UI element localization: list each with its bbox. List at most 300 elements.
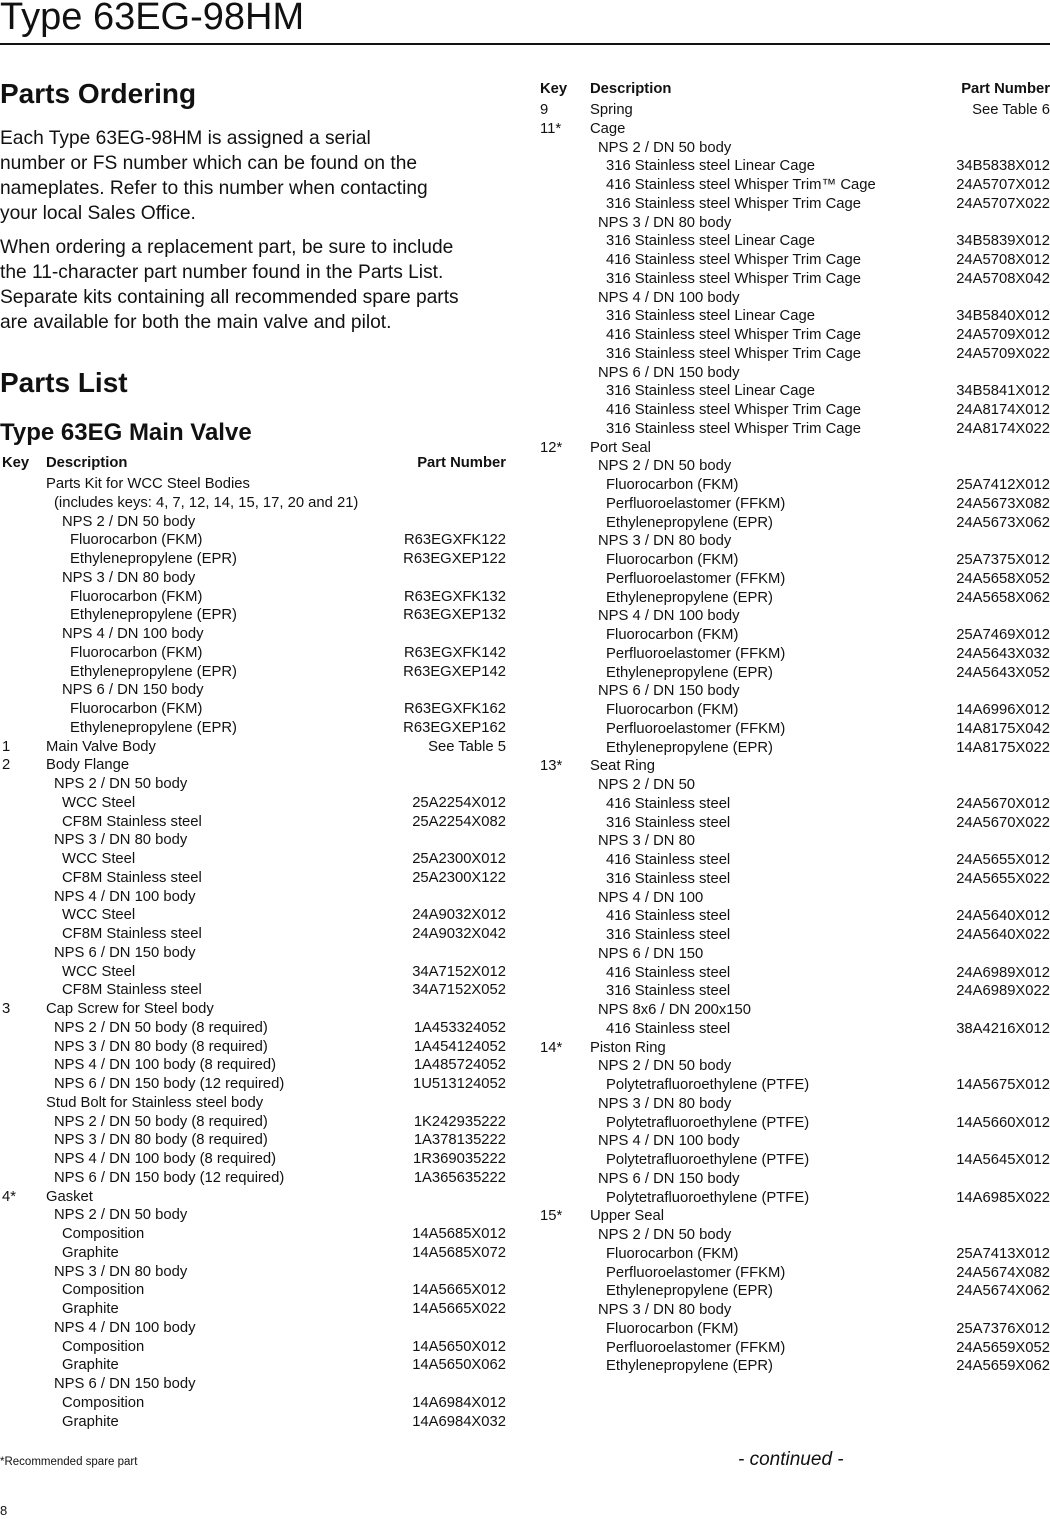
row-description: 416 Stainless steel Whisper Trim Cage (606, 252, 861, 268)
table-row (0, 550, 506, 569)
table-row (534, 476, 1050, 495)
table-row (534, 157, 1050, 176)
row-part-number: 24A5640X012 (956, 908, 1050, 925)
row-description: Port Seal (590, 439, 651, 456)
table-row (0, 869, 506, 888)
table-row (534, 645, 1050, 664)
row-description: WCC Steel (62, 794, 136, 811)
parts-list-heading: Parts List (0, 367, 128, 398)
row-part-number: 24A5707X012 (956, 177, 1050, 193)
table-row (534, 420, 1050, 439)
row-part-number: 24A6989X012 (956, 964, 1050, 981)
table-row (534, 307, 1050, 326)
part-number-column-header: Part Number (961, 81, 1050, 97)
table-row (0, 1244, 506, 1263)
table-row (534, 345, 1050, 364)
table-row (0, 906, 506, 925)
footnote: *Recommended spare part (0, 1456, 138, 1468)
row-description: NPS 6 / DN 150 body (12 required) (54, 1076, 285, 1092)
row-part-number: 1A485724052 (413, 1057, 506, 1074)
row-description: Perfluoroelastomer (FFKM) (606, 570, 786, 587)
table-row (534, 757, 1050, 776)
table-row (0, 1038, 506, 1057)
row-description: 316 Stainless steel Linear Cage (606, 308, 815, 325)
row-key: 9 (540, 102, 549, 118)
table-row (534, 382, 1050, 401)
row-key: 11* (540, 120, 562, 137)
row-description: Graphite (62, 1413, 119, 1430)
table-row (534, 551, 1050, 570)
row-description: 316 Stainless steel (606, 983, 731, 1000)
table-row (534, 607, 1050, 626)
row-part-number: 1K242935222 (413, 1113, 506, 1130)
table-row (534, 832, 1050, 851)
table-row (534, 945, 1050, 964)
table-row (534, 139, 1050, 158)
row-description: Perfluoroelastomer (FFKM) (606, 645, 786, 662)
row-description: Ethylenepropylene (EPR) (606, 739, 773, 756)
row-part-number: 14A6985X022 (956, 1189, 1050, 1206)
row-part-number: 1A454124052 (413, 1038, 506, 1055)
row-description: Polytetrafluoroethylene (PTFE) (606, 1152, 810, 1168)
table-row (0, 850, 506, 869)
row-description: Composition (62, 1226, 145, 1242)
table-row (534, 232, 1050, 251)
row-description: Composition (62, 1394, 145, 1411)
table-row (0, 1263, 506, 1282)
table-row (534, 1095, 1050, 1114)
row-part-number: R63EGXEP132 (403, 607, 506, 624)
table-row (534, 1001, 1050, 1020)
row-description: Cage (590, 120, 626, 137)
row-description: NPS 4 / DN 100 body (598, 1133, 740, 1150)
paragraph-line: Separate kits containing all recommended spare parts (0, 287, 459, 308)
table-row (534, 795, 1050, 814)
row-description: Ethylenepropylene (EPR) (606, 1358, 773, 1375)
table-row (534, 176, 1050, 195)
row-part-number: R63EGXEP162 (403, 719, 506, 736)
row-description: 316 Stainless steel (606, 870, 731, 887)
row-key: 12* (540, 439, 563, 456)
table-row (0, 1281, 506, 1300)
row-part-number: 24A5709X022 (956, 345, 1050, 362)
table-row (0, 794, 506, 813)
table-row (0, 963, 506, 982)
table-row (534, 214, 1050, 233)
table-row (534, 870, 1050, 889)
table-row (0, 738, 506, 757)
table-row (534, 1132, 1050, 1151)
row-description: Fluorocarbon (FKM) (70, 644, 203, 661)
row-description: Stud Bolt for Stainless steel body (46, 1094, 264, 1111)
row-description: NPS 3 / DN 80 body (598, 1302, 732, 1318)
table-row (534, 1320, 1050, 1339)
table-row (534, 570, 1050, 589)
key-column-header: Key (540, 81, 568, 97)
table-row (0, 756, 506, 775)
table-row (534, 964, 1050, 983)
row-key: 13* (540, 758, 563, 775)
row-part-number: 24A5707X022 (956, 195, 1050, 212)
table-row (0, 1000, 506, 1019)
row-part-number: 1A365635222 (413, 1169, 506, 1186)
row-part-number: 25A7469X012 (956, 627, 1050, 643)
table-row (534, 401, 1050, 420)
table-row (534, 1226, 1050, 1245)
row-part-number: 14A5665X012 (412, 1282, 506, 1299)
table-row (0, 681, 506, 700)
description-column-header: Description (590, 81, 672, 97)
row-part-number: 34B5841X012 (956, 383, 1050, 400)
row-description: NPS 2 / DN 50 body (598, 1227, 732, 1243)
table-row (534, 1357, 1050, 1376)
row-description: NPS 4 / DN 100 body (8 required) (54, 1151, 277, 1167)
row-description: NPS 3 / DN 80 body (62, 569, 196, 586)
row-description: WCC Steel (62, 963, 136, 980)
table-row (534, 120, 1050, 139)
table-header-row (534, 79, 1050, 101)
row-description: WCC Steel (62, 851, 136, 867)
row-part-number: 24A5659X052 (956, 1339, 1050, 1356)
row-part-number: 24A6989X022 (956, 983, 1050, 1000)
row-part-number: 24A5674X062 (956, 1283, 1050, 1300)
description-column-header: Description (46, 455, 128, 471)
table-row (0, 644, 506, 663)
table-row (534, 851, 1050, 870)
row-description: Graphite (62, 1357, 119, 1374)
row-description: Parts Kit for WCC Steel Bodies (46, 476, 250, 492)
table-row (0, 1225, 506, 1244)
row-part-number: See Table 6 (972, 102, 1050, 118)
row-description: (includes keys: 4, 7, 12, 14, 15, 17, 20 and 21) (54, 494, 359, 511)
row-description: 316 Stainless steel (606, 814, 731, 831)
row-description: NPS 6 / DN 150 body (598, 364, 740, 381)
parts-ordering-paragraph-1 (0, 126, 506, 226)
row-description: NPS 2 / DN 50 body (62, 513, 196, 530)
row-part-number: 1U513124052 (413, 1076, 506, 1092)
row-description: 416 Stainless steel Whisper Trim Cage (606, 402, 861, 418)
row-description: Graphite (62, 1244, 119, 1261)
row-description: NPS 2 / DN 50 body (8 required) (54, 1113, 268, 1130)
table-row (534, 589, 1050, 608)
key-column-header: Key (2, 455, 30, 471)
table-row (534, 326, 1050, 345)
row-description: Piston Ring (590, 1039, 666, 1056)
table-row (0, 569, 506, 588)
row-part-number: 24A8174X012 (956, 402, 1050, 418)
table-row (0, 1300, 506, 1319)
row-key: 4* (2, 1188, 16, 1205)
table-row (534, 776, 1050, 795)
row-description: Perfluoroelastomer (FFKM) (606, 1339, 786, 1356)
row-description: Ethylenepropylene (EPR) (606, 514, 773, 531)
row-description: Composition (62, 1282, 145, 1299)
row-description: 416 Stainless steel Whisper Trim™ Cage (606, 177, 876, 193)
table-row (0, 813, 506, 832)
table-row (0, 719, 506, 738)
row-part-number: 34B5838X012 (956, 158, 1050, 175)
row-part-number: See Table 5 (428, 738, 506, 755)
row-description: NPS 2 / DN 50 (598, 777, 696, 793)
row-description: NPS 4 / DN 100 body (8 required) (54, 1057, 277, 1074)
table-row (0, 925, 506, 944)
row-part-number: 25A2300X122 (412, 869, 506, 886)
table-row (0, 1206, 506, 1225)
table-row (534, 720, 1050, 739)
row-part-number: 25A2254X012 (412, 794, 506, 811)
row-description: Ethylenepropylene (EPR) (70, 719, 237, 736)
table-row (534, 1189, 1050, 1208)
table-row (0, 1056, 506, 1075)
table-row (534, 457, 1050, 476)
row-description: Perfluoroelastomer (FFKM) (606, 1264, 786, 1281)
title-rule (0, 43, 1050, 45)
row-description: Fluorocarbon (FKM) (606, 702, 739, 718)
row-description: NPS 3 / DN 80 body (54, 832, 188, 849)
row-part-number: 25A7376X012 (956, 1320, 1050, 1337)
table-row (534, 889, 1050, 908)
table-row (0, 475, 506, 494)
right-parts-table (534, 79, 1050, 1376)
row-description: Upper Seal (590, 1208, 665, 1225)
table-row (534, 101, 1050, 120)
row-description: NPS 4 / DN 100 body (54, 1319, 196, 1336)
table-row (0, 1375, 506, 1394)
row-part-number: 25A7375X012 (956, 552, 1050, 568)
row-description: Fluorocarbon (FKM) (606, 627, 739, 643)
row-description: NPS 6 / DN 150 body (54, 944, 196, 961)
row-description: NPS 6 / DN 150 body (12 required) (54, 1169, 285, 1186)
row-description: CF8M Stainless steel (62, 869, 202, 886)
row-part-number: R63EGXFK132 (404, 588, 506, 605)
row-description: Gasket (46, 1188, 93, 1205)
row-description: NPS 2 / DN 50 body (598, 139, 732, 156)
table-row (534, 682, 1050, 701)
row-description: CF8M Stainless steel (62, 813, 202, 830)
table-row (534, 1170, 1050, 1189)
left-parts-table (0, 453, 506, 1431)
table-row (534, 664, 1050, 683)
table-row (534, 1339, 1050, 1358)
row-part-number: 25A2300X012 (412, 851, 506, 867)
row-part-number: 24A5708X042 (956, 270, 1050, 287)
row-description: Ethylenepropylene (EPR) (606, 1283, 773, 1300)
row-description: WCC Steel (62, 907, 136, 924)
row-description: NPS 2 / DN 50 body (598, 1058, 732, 1075)
row-description: NPS 6 / DN 150 body (598, 1170, 740, 1187)
table-row (534, 814, 1050, 833)
row-part-number: 38A4216X012 (956, 1020, 1050, 1037)
row-description: Perfluoroelastomer (FFKM) (606, 495, 786, 512)
table-row (0, 625, 506, 644)
table-row (534, 907, 1050, 926)
main-valve-subheading: Type 63EG Main Valve (0, 419, 252, 446)
part-number-column-header: Part Number (417, 455, 506, 471)
row-part-number: 34A7152X012 (412, 963, 506, 980)
row-part-number: 1A378135222 (413, 1132, 506, 1149)
right-column (534, 79, 1050, 1376)
row-description: CF8M Stainless steel (62, 926, 202, 942)
row-part-number: 25A2254X082 (412, 813, 506, 830)
row-description: Composition (62, 1338, 145, 1355)
row-description: 316 Stainless steel Whisper Trim Cage (606, 345, 861, 362)
row-part-number: 24A5659X062 (956, 1358, 1050, 1375)
row-part-number: 24A5674X082 (956, 1264, 1050, 1281)
row-part-number: 25A7412X012 (956, 477, 1050, 493)
row-description: NPS 3 / DN 80 body (8 required) (54, 1038, 268, 1055)
row-part-number: 24A5708X012 (956, 252, 1050, 268)
row-description: NPS 6 / DN 150 body (598, 683, 740, 700)
row-part-number: 24A5655X012 (956, 852, 1050, 868)
row-part-number: 14A5685X012 (412, 1226, 506, 1242)
row-description: Graphite (62, 1301, 119, 1317)
left-column (0, 76, 506, 1431)
row-description: NPS 4 / DN 100 body (598, 608, 740, 625)
row-part-number: 24A5670X012 (956, 795, 1050, 812)
row-description: Fluorocarbon (FKM) (606, 552, 739, 568)
row-description: 316 Stainless steel Linear Cage (606, 233, 815, 250)
row-part-number: 24A8174X022 (956, 420, 1050, 437)
row-description: NPS 2 / DN 50 body (54, 1207, 188, 1224)
row-description: 316 Stainless steel Linear Cage (606, 158, 815, 175)
row-part-number: 24A5643X052 (956, 664, 1050, 681)
row-description: 316 Stainless steel Whisper Trim Cage (606, 195, 861, 212)
row-key: 3 (2, 1001, 11, 1017)
row-part-number: 14A5645X012 (956, 1152, 1050, 1168)
page-title: Type 63EG-98HM (0, 0, 305, 38)
row-description: Fluorocarbon (FKM) (606, 477, 739, 493)
row-description: Main Valve Body (46, 738, 156, 755)
paragraph-line: number or FS number which can be found on the (0, 153, 418, 174)
table-row (0, 1113, 506, 1132)
row-description: 416 Stainless steel (606, 852, 731, 868)
table-row (534, 701, 1050, 720)
row-part-number: 14A5665X022 (412, 1301, 506, 1317)
row-description: Ethylenepropylene (EPR) (606, 664, 773, 681)
table-row (0, 588, 506, 607)
row-description: Cap Screw for Steel body (46, 1001, 214, 1017)
row-description: Ethylenepropylene (EPR) (70, 551, 237, 567)
row-description: Seat Ring (590, 758, 655, 775)
row-part-number: 24A5655X022 (956, 870, 1050, 887)
row-description: NPS 4 / DN 100 body (54, 888, 196, 905)
row-part-number: 14A6984X012 (412, 1394, 506, 1411)
table-row (534, 1039, 1050, 1058)
row-description: Fluorocarbon (FKM) (606, 1320, 739, 1337)
row-part-number: 24A9032X042 (412, 926, 506, 942)
table-row (0, 944, 506, 963)
row-part-number: 14A5685X072 (412, 1244, 506, 1261)
page-number: 8 (0, 1503, 8, 1518)
row-part-number: 14A8175X022 (956, 739, 1050, 756)
row-description: 416 Stainless steel (606, 908, 731, 925)
row-description: Body Flange (46, 757, 130, 774)
table-row (534, 514, 1050, 533)
row-description: NPS 6 / DN 150 body (54, 1376, 196, 1392)
paragraph-line: nameplates. Refer to this number when contacting (0, 178, 428, 199)
table-row (0, 1394, 506, 1413)
table-row (534, 495, 1050, 514)
row-part-number: 24A9032X012 (412, 907, 506, 924)
table-row (0, 513, 506, 532)
row-description: Fluorocarbon (FKM) (70, 588, 203, 605)
table-row (0, 1413, 506, 1432)
row-key: 2 (2, 757, 11, 774)
table-row (0, 831, 506, 850)
paragraph-line: the 11-character part number found in the Parts List. (0, 262, 444, 283)
table-row (0, 1094, 506, 1113)
table-row (534, 532, 1050, 551)
continued-label: - continued - (738, 1449, 844, 1470)
row-description: NPS 3 / DN 80 body (598, 1095, 732, 1112)
row-part-number: 14A5675X012 (956, 1077, 1050, 1093)
row-description: NPS 4 / DN 100 (598, 889, 704, 906)
table-row (534, 364, 1050, 383)
row-description: 316 Stainless steel Whisper Trim Cage (606, 270, 861, 287)
row-description: 316 Stainless steel Whisper Trim Cage (606, 420, 861, 437)
table-row (0, 775, 506, 794)
row-description: Fluorocarbon (FKM) (70, 701, 203, 717)
table-row (0, 494, 506, 513)
row-part-number: 24A5709X012 (956, 327, 1050, 343)
table-row (534, 1301, 1050, 1320)
row-part-number: 24A5673X082 (956, 495, 1050, 512)
row-part-number: 14A5650X012 (412, 1338, 506, 1355)
table-row (0, 1319, 506, 1338)
row-part-number: 24A5640X022 (956, 927, 1050, 943)
row-description: Polytetrafluoroethylene (PTFE) (606, 1114, 810, 1131)
table-row (534, 439, 1050, 458)
row-description: NPS 2 / DN 50 body (54, 776, 188, 792)
table-row (534, 1245, 1050, 1264)
table-row (0, 1131, 506, 1150)
table-row (0, 1169, 506, 1188)
row-description: Perfluoroelastomer (FFKM) (606, 720, 786, 737)
table-row (534, 1020, 1050, 1039)
table-row (0, 1075, 506, 1094)
table-row (0, 1150, 506, 1169)
row-description: 316 Stainless steel (606, 927, 731, 943)
row-part-number: R63EGXFK162 (404, 701, 506, 717)
parts-ordering-paragraph-2 (0, 235, 506, 335)
row-description: NPS 3 / DN 80 body (598, 214, 732, 231)
row-key: 14* (540, 1039, 563, 1056)
row-part-number: 1A453324052 (413, 1019, 506, 1036)
row-part-number: 14A6984X032 (412, 1413, 506, 1430)
row-description: 316 Stainless steel Linear Cage (606, 383, 815, 400)
row-part-number: 25A7413X012 (956, 1245, 1050, 1262)
row-description: NPS 3 / DN 80 body (8 required) (54, 1132, 268, 1149)
row-description: NPS 2 / DN 50 body (8 required) (54, 1019, 268, 1036)
row-part-number: 24A5643X032 (956, 645, 1050, 662)
row-part-number: 1R369035222 (413, 1151, 506, 1167)
row-part-number: R63EGXEP142 (403, 663, 506, 680)
row-part-number: 14A5660X012 (956, 1114, 1050, 1131)
row-part-number: 14A8175X042 (956, 720, 1050, 737)
table-row (534, 626, 1050, 645)
table-row (534, 1207, 1050, 1226)
row-description: Ethylenepropylene (EPR) (70, 607, 237, 624)
table-row (534, 1057, 1050, 1076)
row-description: NPS 4 / DN 100 body (598, 289, 740, 306)
table-row (534, 739, 1050, 758)
row-key: 1 (2, 738, 11, 755)
row-part-number: 24A5673X062 (956, 514, 1050, 531)
row-part-number: 34A7152X052 (412, 982, 506, 999)
row-description: CF8M Stainless steel (62, 982, 202, 999)
row-description: Polytetrafluoroethylene (PTFE) (606, 1077, 810, 1093)
paragraph-line: are available for both the main valve and pilot. (0, 312, 392, 333)
